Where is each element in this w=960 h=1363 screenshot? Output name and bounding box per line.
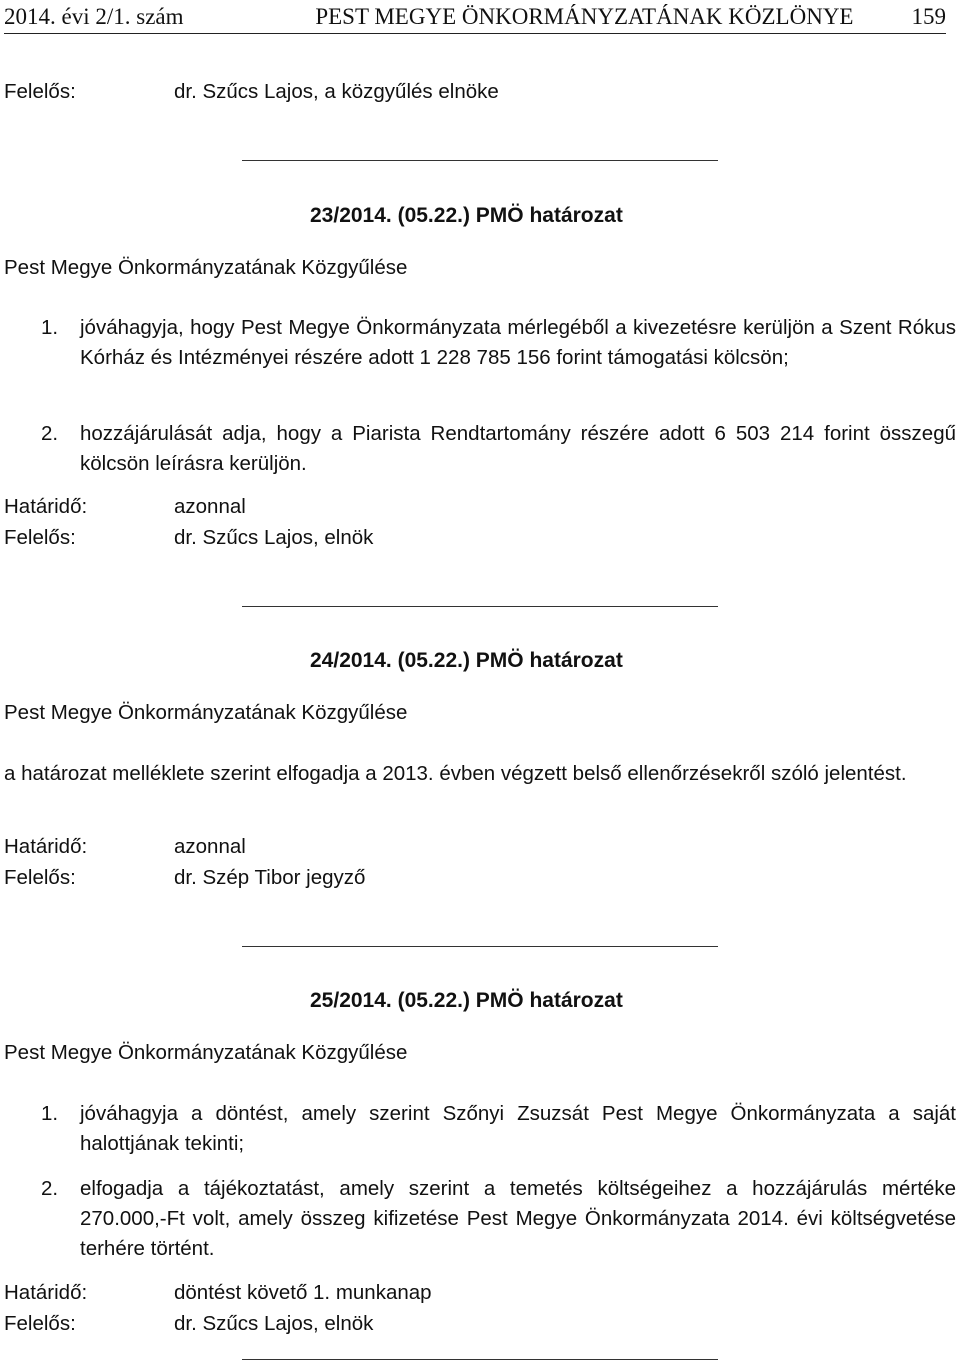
responsible-value: dr. Szép Tibor jegyző — [174, 866, 366, 889]
deadline-value: azonnal — [174, 835, 246, 858]
resolution-text: a határozat melléklete szerint elfogadja a 2013. évben végzett belső ellenőrzésekről szóló jelentést. — [4, 762, 907, 785]
item-number: 1. — [41, 1102, 59, 1125]
item-text: elfogadja a tájékoztatást, amely szerint a temetés költségeihez a hozzájárulás mértéke 270.000,-Ft volt, amely összeg kifizetése Pest Megye Önkormányzata 2014. évi költségvetése terhére történt. — [80, 1177, 956, 1260]
deadline-label: Határidő: — [4, 495, 88, 518]
list-item — [4, 313, 956, 373]
responsible-label: Felelős: — [4, 866, 76, 889]
page-header — [4, 4, 946, 34]
separator-line — [242, 946, 718, 947]
item-text: jóváhagyja, hogy Pest Megye Önkormányzata mérlegéből a kivezetésre kerüljön a Szent Rókus Kórház és Intézményei részére adott 1 228 785 156 forint támogatási kölcsön; — [80, 316, 956, 369]
responsible-value: dr. Szűcs Lajos, elnök — [174, 1312, 374, 1335]
resolution-body: Pest Megye Önkormányzatának Közgyűlése — [4, 256, 408, 279]
responsible-value: dr. Szűcs Lajos, a közgyűlés elnöke — [174, 80, 499, 103]
deadline-label: Határidő: — [4, 1281, 88, 1304]
deadline-value: azonnal — [174, 495, 246, 518]
separator-line — [242, 160, 718, 161]
resolution-body: Pest Megye Önkormányzatának Közgyűlése — [4, 701, 408, 724]
item-text: hozzájárulását adja, hogy a Piarista Rendtartomány részére adott 6 503 214 forint összegű kölcsön leírásra kerüljön. — [80, 422, 956, 475]
resolution-title: 25/2014. (05.22.) PMÖ határozat — [310, 989, 623, 1012]
separator-line — [242, 606, 718, 607]
responsible-label: Felelős: — [4, 526, 76, 549]
responsible-label: Felelős: — [4, 1312, 76, 1335]
resolution-title: 24/2014. (05.22.) PMÖ határozat — [310, 649, 623, 672]
deadline-label: Határidő: — [4, 835, 88, 858]
item-number: 1. — [41, 316, 59, 339]
list-item — [4, 1099, 956, 1159]
issue-number: 2014. évi 2/1. szám — [4, 4, 184, 29]
item-number: 2. — [41, 1177, 59, 1200]
list-item — [4, 1174, 956, 1264]
separator-line — [242, 1359, 718, 1360]
item-number: 2. — [41, 422, 59, 445]
resolution-title: 23/2014. (05.22.) PMÖ határozat — [310, 204, 623, 227]
resolution-body: Pest Megye Önkormányzatának Közgyűlése — [4, 1041, 408, 1064]
deadline-value: döntést követő 1. munkanap — [174, 1281, 432, 1304]
list-item — [4, 419, 956, 479]
responsible-label: Felelős: — [4, 80, 76, 103]
journal-title: PEST MEGYE ÖNKORMÁNYZATÁNAK KÖZLÖNYE — [315, 4, 854, 29]
item-text: jóváhagyja a döntést, amely szerint Szőnyi Zsuzsát Pest Megye Önkormányzata a saját halottjának tekinti; — [80, 1102, 956, 1155]
responsible-value: dr. Szűcs Lajos, elnök — [174, 526, 374, 549]
page-number: 159 — [911, 4, 946, 29]
